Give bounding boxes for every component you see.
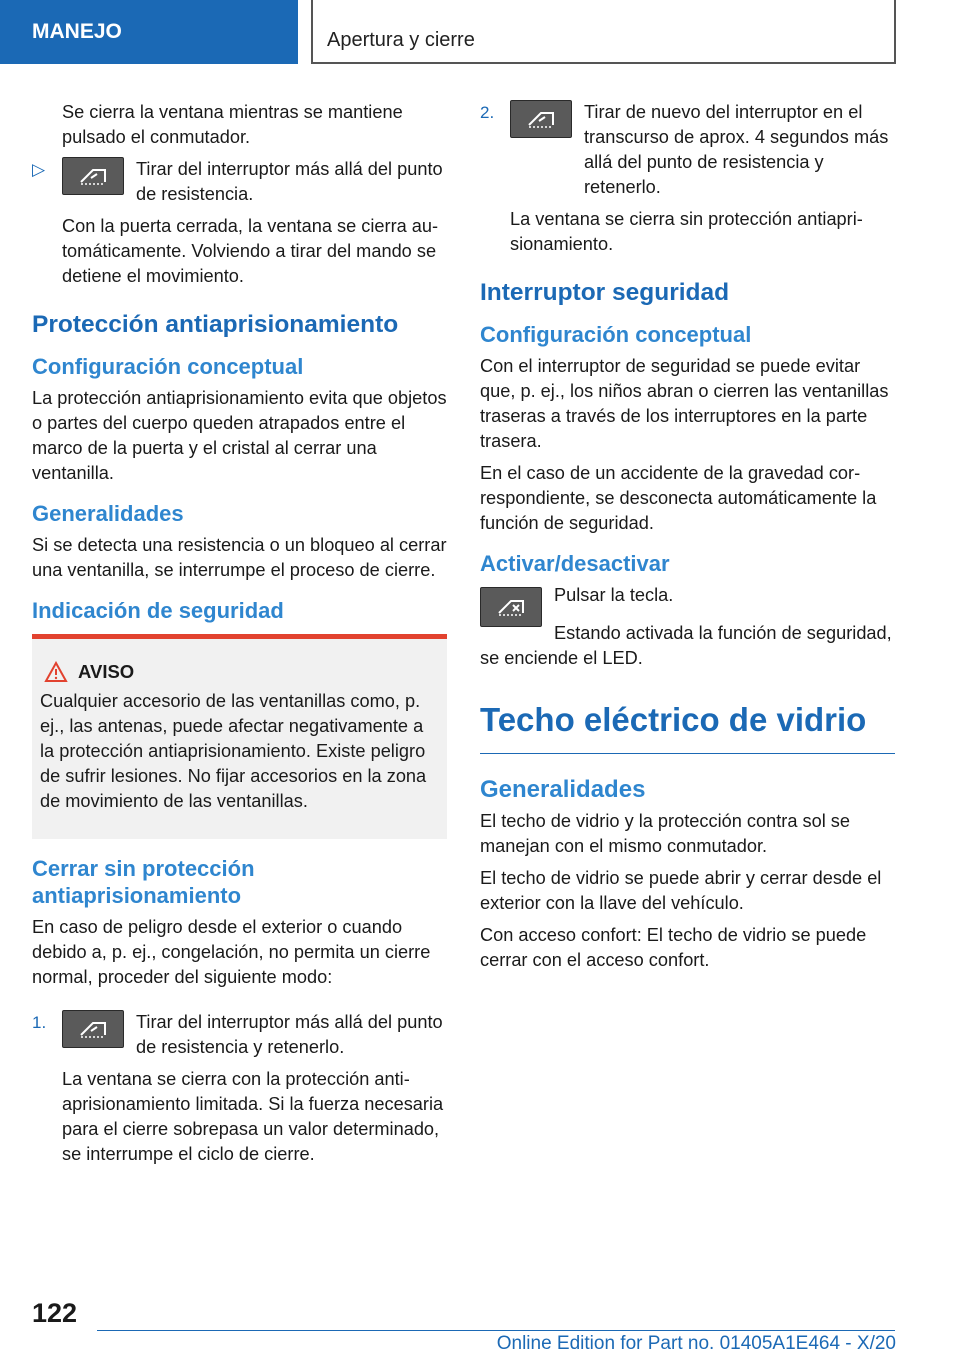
subsection-heading: Cerrar sin protección antiaprisionamiento: [32, 856, 255, 908]
safety-switch-icon: [480, 587, 542, 627]
subsection-heading: Generalidades: [480, 776, 646, 803]
step-number: 2.: [480, 103, 495, 122]
warning-triangle-icon: [44, 661, 68, 683]
subsection-heading: Generalidades: [32, 501, 184, 526]
chapter-heading: Techo eléctrico de vidrio: [480, 701, 895, 754]
window-switch-icon: [62, 1010, 124, 1048]
paragraph: El techo de vidrio se puede abrir y cerrar desde el exterior con la llave del vehículo.: [480, 868, 882, 913]
warning-text: Cualquier accesorio de las ventanillas como, p. ej., las antenas, puede afectar negativamente a la protección antiaprisionamiento. Existe peligro de sufrir lesiones. No fijar accesorios en la zona de movimiento de las ventanillas.: [40, 691, 427, 811]
bullet-marker: ▷: [32, 160, 46, 179]
warning-box: [32, 634, 447, 839]
window-switch-icon: [510, 100, 572, 138]
section-heading: Interruptor seguridad: [480, 279, 730, 306]
step-item: [480, 100, 895, 207]
step-text: Tirar de nuevo del interruptor en el transcurso de aprox. 4 segundos más allá del punto de resistencia y retenerlo.: [584, 102, 889, 197]
warning-title: AVISO: [40, 661, 439, 683]
subsection-heading: Configuración conceptual: [32, 354, 304, 379]
paragraph: La protección antiaprisionamiento evita que objetos o partes del cuerpo queden atrapados entre el marco de la puerta y el cristal al cerrar una ventanilla.: [32, 388, 447, 483]
subsection-heading: Configuración conceptual: [480, 322, 752, 347]
right-column: [480, 100, 895, 980]
left-column: [32, 100, 447, 1174]
paragraph: Con el interruptor de seguridad se puede evitar que, p. ej., los niños abran o cierren las ventanillas traseras a través de los interruptores en la parte trasera.: [480, 356, 889, 451]
step-item: [32, 1010, 447, 1067]
subsection-heading: Indicación de seguridad: [32, 598, 284, 623]
window-switch-icon: [62, 157, 124, 195]
step-text: Tirar del interruptor más allá del punto de resistencia y retenerlo.: [136, 1012, 443, 1057]
paragraph: Se cierra la ventana mientras se mantiene pulsado el conmutador.: [62, 102, 403, 147]
subsection-heading: Activar/desactivar: [480, 551, 670, 576]
bullet-text: Tirar del interruptor más allá del punto de resistencia.: [136, 159, 443, 204]
step-number: 1.: [32, 1013, 47, 1032]
section-heading: Protección antiaprisionamiento: [32, 311, 399, 338]
paragraph: Estando activada la función de seguridad, se enciende el LED.: [480, 623, 892, 668]
section-tab: MANEJO: [0, 0, 298, 64]
chapter-title: Apertura y cierre: [311, 0, 896, 64]
paragraph: Con la puerta cerrada, la ventana se cierra automáticamente. Volviendo a tirar del mando se detiene el movimiento.: [62, 216, 439, 286]
footer-divider: [97, 1330, 895, 1331]
toggle-text: Pulsar la tecla.: [554, 585, 674, 605]
paragraph: El techo de vidrio y la protección contra sol se manejan con el mismo conmutador.: [480, 811, 851, 856]
paragraph: Con acceso confort: El techo de vidrio se puede cerrar con el acceso confort.: [480, 925, 867, 970]
paragraph: La ventana se cierra con la protección antiaprisionamiento limitada. Si la fuerza necesaria para el cierre sobrepasa un valor determinado, se interrumpe el ciclo de cierre.: [62, 1069, 444, 1164]
paragraph: La ventana se cierra sin protección antiaprisionamiento.: [510, 209, 863, 254]
page-number: 122: [32, 1298, 78, 1328]
paragraph: En caso de peligro desde el exterior o cuando debido a, p. ej., congelación, no permita un cierre normal, proceder del siguiente modo:: [32, 917, 431, 987]
paragraph: En el caso de un accidente de la gravedad correspondiente, se desconecta automáticamente la función de seguridad.: [480, 463, 877, 533]
paragraph: Si se detecta una resistencia o un bloqueo al cerrar una ventanilla, se interrumpe el proceso de cierre.: [32, 535, 447, 580]
bullet-item: [32, 157, 447, 214]
edition-label: Online Edition for Part no. 01405A1E464 - X/20: [496, 1333, 896, 1354]
